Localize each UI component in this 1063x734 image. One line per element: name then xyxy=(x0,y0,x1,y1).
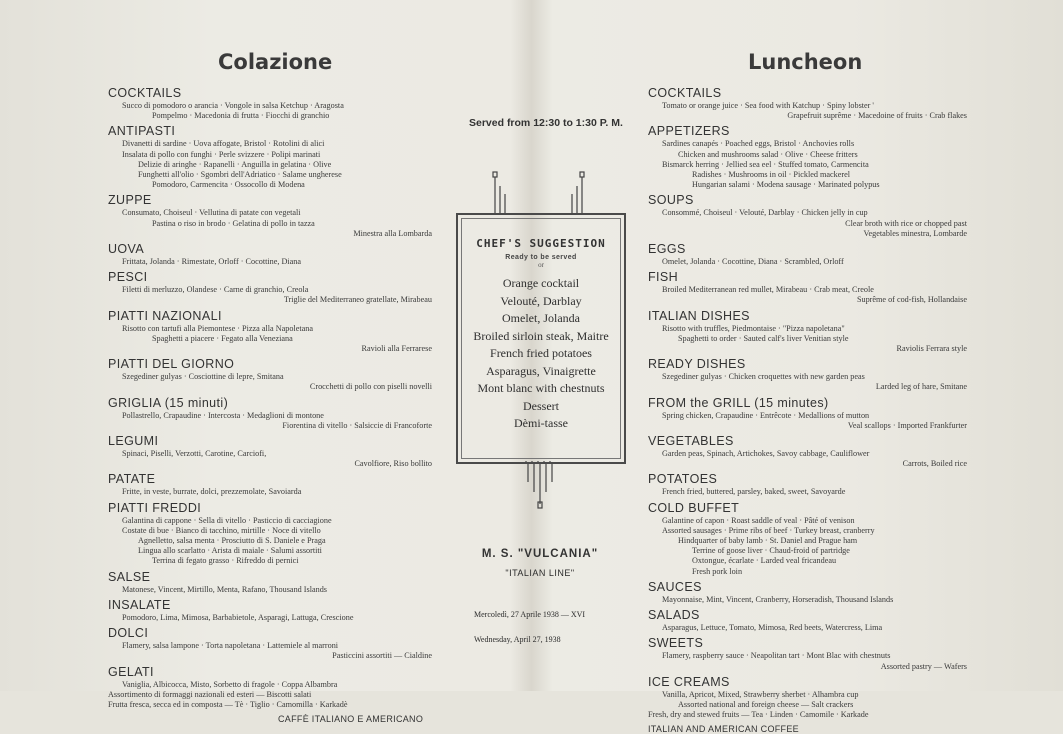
menu-line: Funghetti all'olio · Sgombri dell'Adriatico · Salame ungherese xyxy=(138,170,342,180)
menu-line: Raviolis Ferrara style xyxy=(896,344,967,354)
section-heading: ITALIAN DISHES xyxy=(648,308,750,323)
menu-section xyxy=(648,608,973,633)
menu-section xyxy=(108,86,438,121)
menu-line: Minestra alla Lombarda xyxy=(353,228,432,238)
menu-line: Delizie di aringhe · Rapanelli · Anguilla in gelatina · Olive xyxy=(138,159,332,169)
menu-line: Galantine of capon · Roast saddle of veal · Pâté of venison xyxy=(662,515,855,525)
suggestion-item: Dèmi-tasse xyxy=(514,416,568,430)
menu-section xyxy=(648,86,973,121)
menu-line: Consumato, Choiseul · Vellutina di patate con vegetali xyxy=(122,208,301,218)
menu-line: Cavolfiore, Riso bollito xyxy=(354,459,432,469)
menu-section xyxy=(108,501,438,567)
menu-line: Broiled Mediterranean red mullet, Mirabeau · Crab meat, Creole xyxy=(662,285,874,295)
menu-line: Assorted sausages · Prime ribs of beef · Turkey breast, cranberry xyxy=(662,525,875,535)
menu-section xyxy=(648,501,973,577)
menu-line: Fiorentina di vitello · Salsiccie di Francoforte xyxy=(282,420,432,430)
menu-line: Fritte, in veste, burrate, dolci, prezzemolate, Savoiarda xyxy=(122,487,302,497)
section-heading: GELATI xyxy=(108,664,154,679)
coffee-footer: CAFFÈ ITALIANO E AMERICANO xyxy=(278,714,424,725)
suggestion-item: French fried potatoes xyxy=(490,346,592,360)
menu-line: Omelet, Jolanda · Cocottine, Diana · Scrambled, Orloff xyxy=(662,257,844,267)
menu-line: Spring chicken, Crapaudine · Entrêcote · Medallions of mutton xyxy=(662,410,870,420)
menu-line: Szegediner gulyas · Chicken croquettes with new garden peas xyxy=(662,372,865,382)
section-heading: FROM the GRILL (15 minutes) xyxy=(648,395,829,410)
menu-line: Frittata, Jolanda · Rimestate, Orloff · Cocottine, Diana xyxy=(122,257,302,267)
section-heading: SALADS xyxy=(648,608,700,623)
menu-line: Szegediner gulyas · Cosciottine di lepre, Smitana xyxy=(122,372,284,382)
chefs-suggestion-box xyxy=(456,213,626,464)
menu-line: Sardines canapés · Poached eggs, Bristol · Anchovies rolls xyxy=(662,139,855,149)
luncheon-title: Luncheon xyxy=(748,50,863,74)
menu-section xyxy=(108,242,438,267)
menu-line: Spinaci, Piselli, Verzotti, Carotine, Carciofi, xyxy=(122,449,267,459)
suggestion-item: Mont blanc with chestnuts xyxy=(477,381,605,395)
section-heading: UOVA xyxy=(108,242,145,257)
section-heading: COLD BUFFET xyxy=(648,500,740,515)
menu-section xyxy=(648,396,973,431)
section-heading: ANTIPASTI xyxy=(108,124,176,139)
menu-section xyxy=(108,309,438,355)
menu-line: Filetti di merluzzo, Olandese · Carne di granchio, Creola xyxy=(122,285,309,295)
suggestion-item: Dessert xyxy=(523,398,559,413)
section-heading: EGGS xyxy=(648,242,686,257)
chefs-suggestion-subtitle: Ready to be served xyxy=(505,254,577,261)
suggestion-item: Velouté, Darblay xyxy=(500,293,582,308)
shipping-line: "ITALIAN LINE" xyxy=(505,568,575,578)
menu-line: Grapefruit suprême · Macedoine of fruits · Crab flakes xyxy=(787,111,967,121)
chefs-suggestion-or: or xyxy=(538,261,544,269)
menu-section xyxy=(648,193,973,239)
menu-line: Hungarian salami · Modena sausage · Marinated polypus xyxy=(692,180,880,190)
section-heading: PESCI xyxy=(108,270,148,285)
menu-section xyxy=(108,626,438,661)
menu-line: Veal scallops · Imported Frankfurter xyxy=(847,420,967,430)
chefs-suggestion-title: CHEF'S SUGGESTION xyxy=(476,237,606,250)
section-heading: COCKTAILS xyxy=(648,86,722,100)
menu-line: Fresh pork loin xyxy=(692,566,743,576)
section-heading: INSALATE xyxy=(108,597,171,612)
menu-line: Fresh, dry and stewed fruits — Tea · Linden · Camomile · Karkade xyxy=(648,710,869,720)
menu-line: Pomodoro, Carmencita · Ossocollo di Modena xyxy=(152,180,305,190)
menu-line: Assorted pastry — Wafers xyxy=(880,661,967,671)
menu-section xyxy=(648,124,973,190)
menu-line: Pomodoro, Lima, Mimosa, Barbabietole, Asparagi, Lattuga, Crescione xyxy=(122,612,354,622)
menu-line: Pollastrello, Crapaudine · Intercosta · Medaglioni di montone xyxy=(122,410,324,420)
coffee-footer: ITALIAN AND AMERICAN COFFEE xyxy=(648,724,799,734)
menu-line: Terrine of goose liver · Chaud-froid of partridge xyxy=(692,546,850,556)
section-heading: SWEETS xyxy=(648,636,704,651)
suggestion-item: Orange cocktail xyxy=(502,276,580,290)
menu-line: Spaghetti to order · Sauted calf's liver Venitian style xyxy=(678,333,849,343)
menu-line: Carrots, Boiled rice xyxy=(902,459,967,469)
menu-line: Flamery, raspberry sauce · Neapolitan tart · Mont Blac with chestnuts xyxy=(662,651,891,661)
section-heading: ICE CREAMS xyxy=(648,674,730,689)
menu-line: Matonese, Vincent, Mirtillo, Menta, Rafano, Thousand Islands xyxy=(122,584,327,594)
luncheon-sections xyxy=(648,86,973,734)
section-heading: LEGUMI xyxy=(108,434,159,449)
menu-section xyxy=(108,193,438,239)
menu-line: Lingua allo scarlatto · Arista di maiale · Salumi assortiti xyxy=(138,546,322,556)
menu-section xyxy=(648,357,973,392)
menu-section xyxy=(648,675,973,721)
section-heading: ZUPPE xyxy=(108,193,152,208)
served-hours: Served from 12:30 to 1:30 P. M. xyxy=(469,117,623,129)
menu-line: Terrina di fegato grasso · Rifreddo di pernici xyxy=(152,556,299,566)
menu-line: Larded leg of hare, Smitane xyxy=(875,382,967,392)
colazione-title: Colazione xyxy=(218,50,333,74)
section-heading: PIATTI DEL GIORNO xyxy=(108,357,235,372)
bottom-spire-decoration xyxy=(520,462,560,512)
colazione-sections xyxy=(108,86,438,724)
menu-line: Vegetables minestra, Lombarde xyxy=(863,228,967,238)
menu-line: Clear broth with rice or chopped past xyxy=(845,218,967,228)
suggestion-item: Broiled sirloin steak, Maitre xyxy=(473,328,609,343)
menu-section xyxy=(648,636,973,671)
menu-line: Frutta fresca, secca ed in composta — Tè · Tiglio · Camomilla · Karkadè xyxy=(108,699,348,709)
menu-section xyxy=(108,396,438,431)
menu-section xyxy=(108,270,438,305)
section-heading: GRIGLIA (15 minuti) xyxy=(108,395,229,410)
ship-name: M. S. "VULCANIA" xyxy=(481,548,599,560)
menu-line: Vanilla, Apricot, Mixed, Strawberry sherbet · Alhambra cup xyxy=(662,689,859,699)
menu-section xyxy=(108,598,438,623)
suggestion-item: Omelet, Jolanda xyxy=(502,311,580,325)
menu-line: Agnelletto, salsa menta · Prosciutto di S. Daniele e Praga xyxy=(138,536,326,546)
section-heading: READY DISHES xyxy=(648,357,746,372)
menu-section xyxy=(108,472,438,497)
section-heading: DOLCI xyxy=(108,626,149,641)
suggestion-item: Asparagus, Vinaigrette xyxy=(486,363,596,378)
menu-section xyxy=(648,472,973,497)
section-heading: SALSE xyxy=(108,569,151,584)
menu-line: Consommé, Choiseul · Velouté, Darblay · Chicken jelly in cup xyxy=(662,208,868,218)
menu-line: Costate di bue · Bianco di tacchino, mirtille · Noce di vitello xyxy=(122,525,321,535)
section-heading: PIATTI FREDDI xyxy=(108,500,202,515)
section-heading: POTATOES xyxy=(648,472,718,487)
menu-line: Radishes · Mushrooms in oil · Pickled mackerel xyxy=(692,170,851,180)
menu-line: Crocchetti di pollo con piselli novelli xyxy=(309,382,432,392)
menu-line: Galantina di cappone · Sella di vitello · Pasticcio di cacciagione xyxy=(122,515,332,525)
menu-line: Asparagus, Lettuce, Tomato, Mimosa, Red beets, Watercress, Lima xyxy=(662,623,883,633)
menu-line: Oxtongue, écarlate · Larded veal fricandeau xyxy=(692,556,837,566)
section-heading: PIATTI NAZIONALI xyxy=(108,308,222,323)
menu-line: Spaghetti a piacere · Fegato alla Veneziana xyxy=(152,333,293,343)
date-italian: Mercoledì, 27 Aprile 1938 — XVI xyxy=(474,610,586,619)
menu-section xyxy=(108,124,438,190)
menu-line: French fried, buttered, parsley, baked, sweet, Savoyarde xyxy=(662,487,846,497)
menu-line: Risotto with truffles, Piedmontaise · "Pizza napoletana" xyxy=(662,323,845,333)
section-heading: APPETIZERS xyxy=(648,124,730,139)
menu-section xyxy=(108,357,438,392)
menu-section xyxy=(108,434,438,469)
menu-line: Flamery, salsa lampone · Torta napoletana · Lattemiele al marroni xyxy=(122,641,339,651)
date-english: Wednesday, April 27, 1938 xyxy=(474,635,561,644)
menu-section xyxy=(648,434,973,469)
menu-line: Chicken and mushrooms salad · Olive · Cheese fritters xyxy=(678,149,858,159)
menu-line: Vaniglia, Albicocca, Misto, Sorbetto di fragole · Coppa Albambra xyxy=(122,679,338,689)
menu-line: Insalata di pollo con funghi · Perle svizzere · Polipi marinati xyxy=(122,149,321,159)
section-heading: FISH xyxy=(648,270,679,285)
menu-line: Pasticcini assortiti — Cialdine xyxy=(332,651,432,661)
menu-line: Tomato or orange juice · Sea food with Katchup · Spiny lobster ' xyxy=(662,101,874,110)
menu-line: Garden peas, Spinach, Artichokes, Savoy cabbage, Cauliflower xyxy=(662,449,870,459)
menu-section xyxy=(648,242,973,267)
menu-section xyxy=(648,580,973,605)
menu-line: Assorted national and foreign cheese — Salt crackers xyxy=(678,699,854,709)
section-heading: VEGETABLES xyxy=(648,434,734,449)
menu-line: Triglie del Mediterraneo gratellate, Mirabeau xyxy=(283,295,432,305)
section-heading: SAUCES xyxy=(648,579,702,594)
menu-section xyxy=(108,570,438,595)
menu-line: Risotto con tartufi alla Piemontese · Pizza alla Napoletana xyxy=(122,323,313,333)
menu-section xyxy=(648,270,973,305)
menu-line: Ravioli alla Ferrarese xyxy=(361,344,432,354)
menu-line: Pastina o riso in brodo · Gelatina di pollo in tazza xyxy=(152,218,315,228)
menu-line: Bismarck herring · Jellied sea eel · Stuffed tomato, Carmencita xyxy=(662,159,869,169)
menu-line: Pompelmo · Macedonia di frutta · Fiocchi di granchio xyxy=(152,111,330,121)
menu-line: Succo di pomodoro o arancia · Vongole in salsa Ketchup · Aragosta xyxy=(122,101,344,110)
menu-line: Suprême of cod-fish, Hollandaise xyxy=(856,295,967,305)
section-heading: PATATE xyxy=(108,472,156,487)
menu-section xyxy=(108,665,438,711)
menu-line: Hindquarter of baby lamb · St. Daniel and Prague ham xyxy=(678,536,858,546)
menu-line: Divanetti di sardine · Uova affogate, Bristol · Rotolini di alici xyxy=(122,139,325,149)
menu-line: Assortimento di formaggi nazionali ed esteri — Biscotti salati xyxy=(108,689,312,699)
section-heading: SOUPS xyxy=(648,193,694,208)
menu-section xyxy=(648,309,973,355)
section-heading: COCKTAILS xyxy=(108,86,182,100)
menu-line: Mayonnaise, Mint, Vincent, Cranberry, Horseradish, Thousand Islands xyxy=(662,594,894,604)
